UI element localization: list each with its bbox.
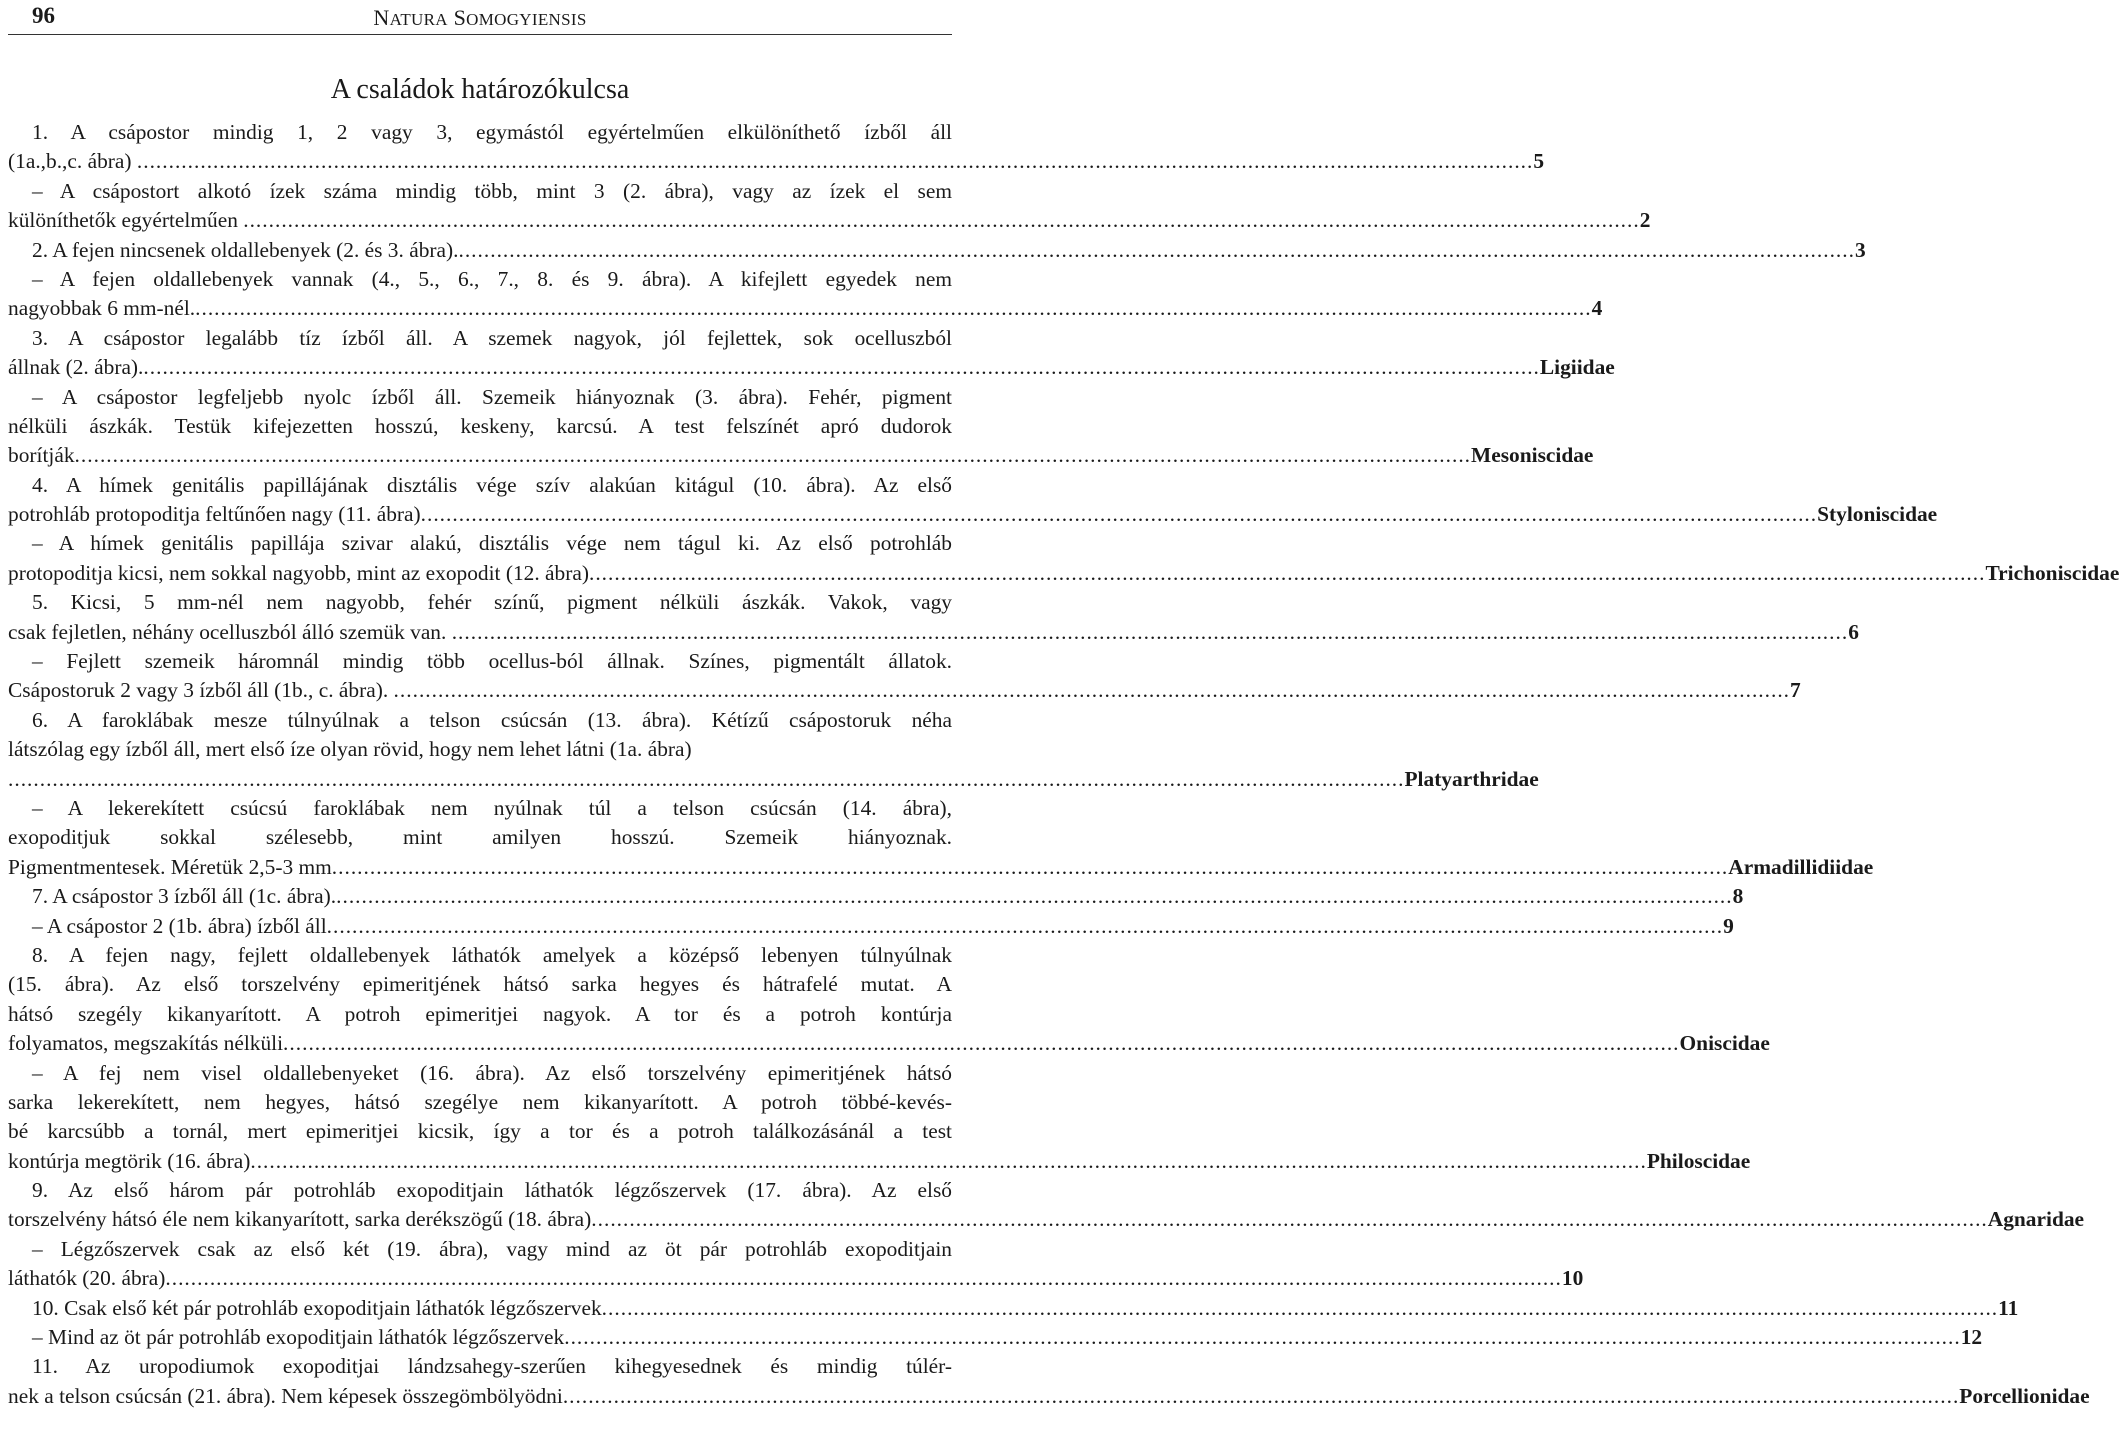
key-line (8, 1382, 2090, 1411)
key-line (8, 618, 1859, 647)
key-line (8, 853, 1874, 882)
leader-dots: ............................................................................................................................................................................................................................ (283, 1031, 1680, 1056)
key-line-text: exopoditjuk sokkal szélesebb, mint amilyen hosszú. Szemeik hiányoznak. (8, 825, 952, 850)
key-line-text: 3. A csápostor legalább tíz ízből áll. A szemek nagyok, jól fejlettek, sok ocelluszból (32, 325, 952, 350)
key-line (8, 353, 1615, 382)
key-result: Armadillidiidae (1728, 854, 1874, 879)
leader-dots: ............................................................................................................................................................................................................................ (458, 237, 1855, 262)
key-line-text: 6. A faroklábak mesze túlnyúlnak a telson csúcsán (13. ábra). Kétízű csápostoruk néha (32, 707, 952, 732)
key-line (8, 794, 952, 823)
key-line-text: – A csápostor legfeljebb nyolc ízből áll. Szemeik hiányoznak (3. ábra). Fehér, pigment (32, 384, 952, 409)
key-line (8, 265, 952, 294)
key-line (8, 500, 1938, 529)
key-line-text: folyamatos, megszakítás nélküli (8, 1031, 284, 1056)
key-line (8, 1059, 952, 1088)
leader-dots: ............................................................................................................................................................................................................................ (564, 1325, 1961, 1350)
key-line (8, 559, 2119, 588)
key-line-text: – Mind az öt pár potrohláb exopoditjain láthatók légzőszervek (32, 1325, 565, 1350)
key-line (8, 941, 952, 970)
key-result: Porcellionidae (1959, 1383, 2090, 1408)
page-number: 96 (32, 3, 55, 28)
leader-dots: ............................................................................................................................................................................................................................ (591, 1207, 1988, 1232)
key-line (8, 1117, 952, 1146)
key-line (8, 324, 952, 353)
key-result: 7 (1790, 678, 1801, 703)
key-line-text: 4. A hímek genitális papillájának disztális vége szív alakúan kitágul (10. ábra). Az első (32, 472, 952, 497)
journal-title-n: N (373, 5, 390, 30)
key-line (8, 1264, 1584, 1293)
key-line (8, 1176, 952, 1205)
key-line (8, 383, 952, 412)
key-line-text: 8. A fejen nagy, fejlett oldallebenyek láthatók amelyek a középső lebenyen túlnyúlnak (32, 942, 952, 967)
key-line (8, 735, 952, 764)
key-line (8, 676, 1801, 705)
key-line-text: sarka lekerekített, nem hegyes, hátsó szegélye nem kikanyarított. A potroh többé-kevés- (8, 1089, 952, 1114)
key-result: 8 (1732, 884, 1744, 909)
key-line-text: borítják (8, 443, 75, 468)
leader-dots: ............................................................................................................................................................................................................................ (250, 1148, 1647, 1173)
key-result: 12 (1960, 1325, 1983, 1350)
key-result: Philoscidae (1646, 1148, 1751, 1173)
key-line-text: – A hímek genitális papillája szivar alakú, disztális vége nem tágul ki. Az első potrohláb (32, 531, 952, 556)
key-line-text: 9. Az első három pár potrohláb exopoditjain láthatók légzőszervek (17. ábra). Az első (32, 1178, 952, 1203)
leader-dots: ............................................................................................................................................................................................................................ (336, 884, 1733, 909)
key-line (8, 236, 1866, 265)
key-line (8, 441, 1594, 470)
journal-title (8, 5, 952, 31)
key-result: Trichoniscidae (1985, 560, 2119, 585)
leader-dots: ............................................................................................................................................................................................................................ (243, 208, 1640, 233)
leader-dots: ............................................................................................................................................................................................................................ (195, 296, 1592, 321)
key-result: Styloniscidae (1817, 502, 1938, 527)
key-line (8, 1147, 1751, 1176)
key-line (8, 588, 952, 617)
key-line-text: – A fejen oldallebenyek vannak (4., 5., 6., 7., 8. és 9. ábra). A kifejlett egyedek nem (32, 266, 952, 291)
leader-dots: ............................................................................................................................................................................................................................ (326, 913, 1724, 938)
key-line (8, 412, 952, 441)
key-line-text: csak fejletlen, néhány ocelluszból álló szemük van. (8, 619, 452, 644)
key-line-text: 11. Az uropodiumok exopoditjai lándzsahegy-szerűen kihegyesednek és mindig túlér- (32, 1354, 952, 1379)
key-line (8, 471, 952, 500)
key-line-text: 1. A csápostor mindig 1, 2 vagy 3, egymástól egyértelműen elkülöníthető ízből áll (32, 120, 952, 144)
key-line-text: Csápostoruk 2 vagy 3 ízből áll (1b., c. ábra). (8, 678, 394, 703)
key-line (8, 912, 1734, 941)
key-result: 10 (1561, 1266, 1584, 1291)
leader-dots: ............................................................................................................................................................................................................................ (420, 502, 1818, 527)
key-line-text: – Légzőszervek csak az első két (19. ábra), vagy mind az öt pár potrohláb exopoditjain (32, 1236, 952, 1261)
key-line (8, 177, 952, 206)
key-result: 11 (1998, 1295, 2019, 1320)
leader-dots: ............................................................................................................................................................................................................................ (331, 854, 1729, 879)
header-rule (8, 34, 952, 35)
key-line (8, 147, 1545, 176)
key-result: 4 (1591, 296, 1603, 321)
key-line-text: nagyobbak 6 mm-nél. (8, 296, 196, 321)
page-title: A családok határozókulcsa (330, 74, 630, 105)
leader-dots: ............................................................................................................................................................................................................................ (8, 766, 1405, 791)
key-line-text: (15. ábra). Az első torszelvény epimeritjének hátsó sarka hegyes és hátrafelé mutat. A (8, 972, 952, 997)
leader-dots: ............................................................................................................................................................................................................................ (143, 355, 1540, 380)
leader-dots: ............................................................................................................................................................................................................................ (451, 619, 1849, 644)
key-result: Ligiidae (1539, 355, 1615, 380)
key-line (8, 1029, 1770, 1058)
key-result: 2 (1639, 208, 1651, 233)
key-line (8, 1205, 2085, 1234)
key-line (8, 706, 952, 735)
key-line-text: különíthetők egyértelműen (8, 208, 244, 233)
leader-dots: ............................................................................................................................................................................................................................ (601, 1295, 1999, 1320)
journal-title-atura: ATURA (389, 10, 448, 29)
key-line (8, 970, 952, 999)
key-line (8, 1235, 952, 1264)
key-result: Platyarthridae (1404, 766, 1539, 791)
key-line (8, 529, 952, 558)
key-result: 9 (1723, 913, 1734, 938)
key-result: Oniscidae (1679, 1031, 1770, 1056)
key-line-text: láthatók (20. ábra) (8, 1266, 166, 1291)
key-line-text: – A fej nem visel oldallebenyeket (16. ábra). Az első torszelvény epimeritjének hátsó (32, 1060, 952, 1085)
key-line (8, 1294, 2019, 1323)
leader-dots: ............................................................................................................................................................................................................................ (165, 1266, 1562, 1291)
key-line-text: Pigmentmentesek. Méretük 2,5-3 mm (8, 854, 332, 879)
key-line-text: – A csápostort alkotó ízek száma mindig több, mint 3 (2. ábra), vagy az ízek el sem (32, 178, 952, 203)
key-result: 6 (1848, 619, 1859, 644)
key-line (8, 1000, 952, 1029)
key-line (8, 206, 1651, 235)
key-line (8, 1323, 1983, 1352)
key-line-text: protopoditja kicsi, nem sokkal nagyobb, mint az exopodit (12. ábra) (8, 560, 589, 585)
key-line-text: 5. Kicsi, 5 mm-nél nem nagyobb, fehér színű, pigment nélküli ászkák. Vakok, vagy (32, 590, 952, 615)
key-line-text: látszólag egy ízből áll, mert első íze olyan rövid, hogy nem lehet látni (1a. ábra) (8, 737, 692, 762)
journal-title-omogyiensis: OMOGYIENSIS (466, 10, 587, 29)
key-line-text: állnak (2. ábra). (8, 355, 144, 380)
key-result: 3 (1854, 237, 1866, 262)
key-line-text: 2. A fejen nincsenek oldallebenyek (2. és 3. ábra). (32, 237, 459, 262)
key-line (8, 765, 1539, 794)
key-line-text: potrohláb protopoditja feltűnően nagy (11. ábra) (8, 502, 421, 527)
key-line-text: (1a.,b.,c. ábra) (8, 149, 137, 174)
key-line (8, 647, 952, 676)
key-line-text: – A lekerekített csúcsú faroklábak nem nyúlnak túl a telson csúcsán (14. ábra), (32, 795, 952, 820)
leader-dots: ............................................................................................................................................................................................................................ (562, 1383, 1960, 1408)
key-result: Agnaridae (1987, 1207, 2085, 1232)
key-line (8, 823, 952, 852)
leader-dots: ............................................................................................................................................................................................................................ (74, 443, 1472, 468)
journal-title-s: S (453, 5, 467, 30)
leader-dots: ............................................................................................................................................................................................................................ (393, 678, 1791, 703)
key-line (8, 882, 1744, 911)
key-line (8, 1352, 952, 1381)
key-line (8, 294, 1603, 323)
leader-dots: ............................................................................................................................................................................................................................ (136, 149, 1534, 174)
key-line-text: nélküli ászkák. Testük kifejezetten hosszú, keskeny, karcsú. A test felszínét apró dudorok (8, 413, 952, 438)
key-line-text: 7. A csápostor 3 ízből áll (1c. ábra). (32, 884, 337, 909)
key-line-text: 10. Csak első két pár potrohláb exopoditjain láthatók légzőszervek (32, 1295, 602, 1320)
key-body (8, 118, 2119, 1411)
running-header (8, 0, 952, 32)
key-line (8, 1088, 952, 1117)
key-result: 5 (1533, 149, 1545, 174)
key-line-text: kontúrja megtörik (16. ábra) (8, 1148, 251, 1173)
key-result: Mesoniscidae (1471, 443, 1594, 468)
key-line-text: – Fejlett szemeik háromnál mindig több ocellus-ból állnak. Színes, pigmentált állatok. (32, 649, 952, 674)
key-line-text: nek a telson csúcsán (21. ábra). Nem képesek összegömbölyödni (8, 1383, 563, 1408)
key-line-text: torszelvény hátsó éle nem kikanyarított, sarka derékszögű (18. ábra) (8, 1207, 592, 1232)
key-line-text: hátsó szegély kikanyarított. A potroh epimeritjei nagyok. A tor és a potroh kontúrja (8, 1001, 952, 1026)
key-line (8, 118, 952, 147)
key-line-text: bé karcsúbb a tornál, mert epimeritjei kicsik, így a tor és a potroh találkozásánál a test (8, 1119, 952, 1144)
key-line-text: – A csápostor 2 (1b. ábra) ízből áll (32, 913, 327, 938)
leader-dots: ............................................................................................................................................................................................................................ (588, 560, 1986, 585)
